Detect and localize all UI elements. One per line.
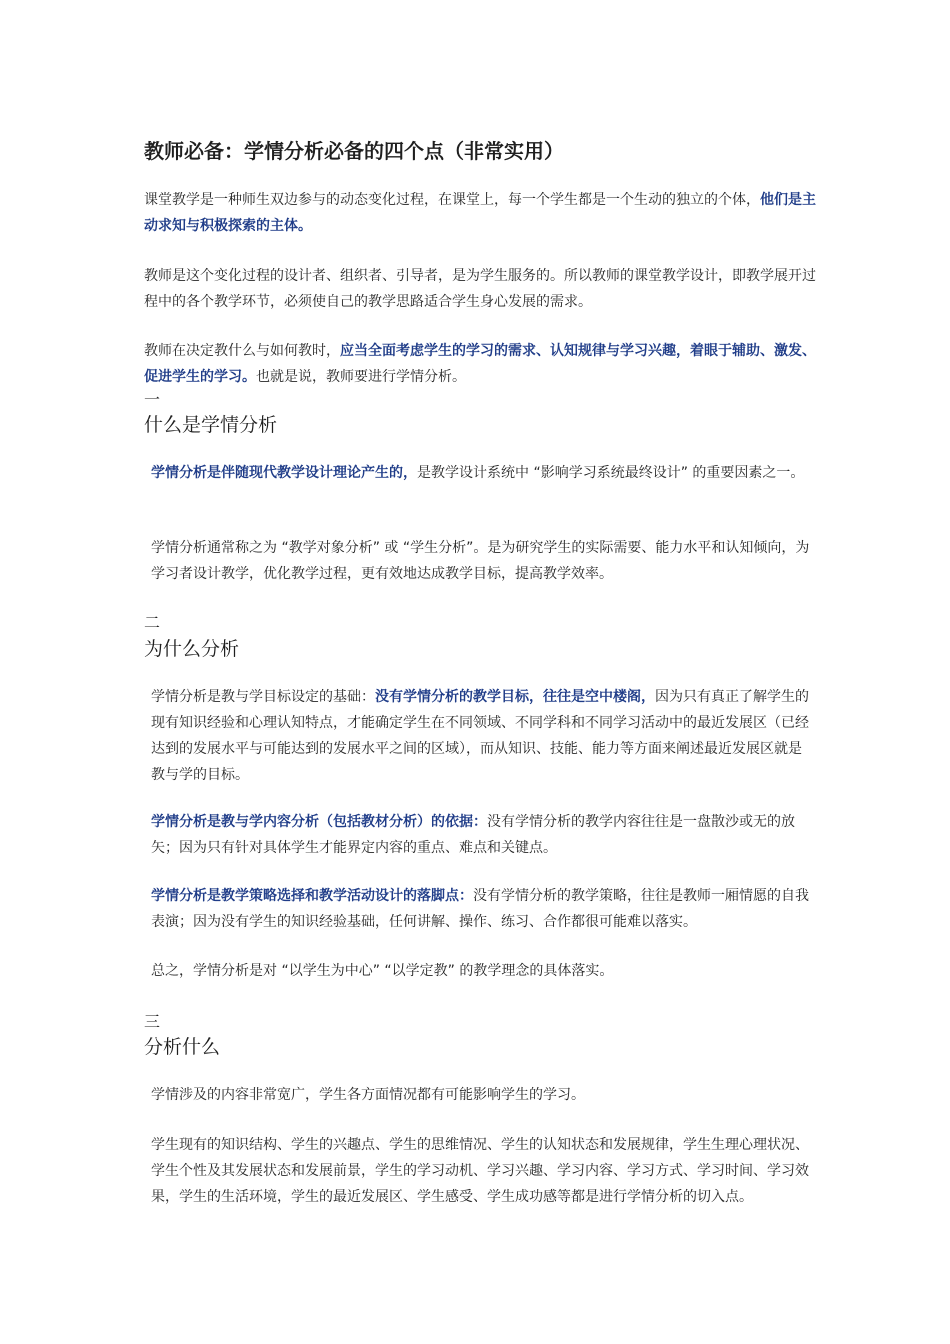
intro-paragraph-3 [144,338,816,390]
intro-p3-text-a: 教师在决定教什么与如何教时， [144,343,340,359]
section-2-p1-text-b: 因为只有真正了解学生的现有知识经验和心理认知特点，才能确定学生在不同领域、不同学科和不同学习活动中的最近发展区（已经达到的发展水平与可能达到的发展水平之间的区域），而从知识、技能、能力等方面来阐述最近发展区就是教与学的目标。 [151,689,809,783]
section-3-heading: 分析什么 [144,1036,221,1058]
section-3-paragraph-1: 学情涉及的内容非常宽广，学生各方面情况都有可能影响学生的学习。 [151,1087,585,1103]
intro-p1-text: 课堂教学是一种师生双边参与的动态变化过程，在课堂上，每一个学生都是一个生动的独立的个体， [144,192,760,208]
section-1-p1-text: 是教学设计系统中 “影响学习系统最终设计” 的重要因素之一。 [417,465,805,481]
section-1-heading: 什么是学情分析 [144,414,278,436]
intro-p3-emphasis: 应当全面考虑学生的学习的需求、认知规律与学习兴趣，着眼于辅助、激发、促进学生的学习。 [144,343,816,385]
intro-p1-emphasis: 他们是主动求知与积极探索的主体。 [144,192,816,234]
section-2-p1-text-a: 学情分析是教与学目标设定的基础： [151,689,375,705]
page-title: 教师必备：学情分析必备的四个点（非常实用） [144,139,564,163]
section-2-paragraph-2 [151,809,813,861]
section-1-paragraph-1 [151,460,813,486]
section-1-number: 一 [144,390,161,409]
intro-paragraph-1 [144,187,816,239]
section-2-p3-emphasis: 学情分析是教学策略选择和教学活动设计的落脚点： [151,888,473,904]
section-1-p1-emphasis: 学情分析是伴随现代教学设计理论产生的， [151,465,417,481]
section-3-paragraph-2: 学生现有的知识结构、学生的兴趣点、学生的思维情况、学生的认知状态和发展规律，学生生理心理状况、学生个性及其发展状态和发展前景，学生的学习动机、学习兴趣、学习内容、学习方式、学习时间、学习效果，学生的生活环境，学生的最近发展区、学生感受、学生成功感等都是进行学情分析的切入点。 [151,1137,809,1205]
section-2-paragraph-4: 总之，学情分析是对 “以学生为中心” “以学定教” 的教学理念的具体落实。 [151,963,614,979]
section-2-p2-emphasis: 学情分析是教与学内容分析（包括教材分析）的依据： [151,814,487,830]
section-2-p1-emphasis: 没有学情分析的教学目标，往往是空中楼阁， [375,689,655,705]
intro-paragraph-2: 教师是这个变化过程的设计者、组织者、引导者，是为学生服务的。所以教师的课堂教学设计，即教学展开过程中的各个教学环节，必须使自己的教学思路适合学生身心发展的需求。 [144,268,816,310]
section-1-paragraph-2: 学情分析通常称之为 “教学对象分析” 或 “学生分析”。是为研究学生的实际需要、能力水平和认知倾向，为学习者设计教学，优化教学过程，更有效地达成教学目标，提高教学效率。 [151,540,810,582]
section-2-number: 二 [144,613,161,632]
intro-p3-text-b: 也就是说，教师要进行学情分析。 [256,369,466,385]
section-2-paragraph-1 [151,684,813,788]
section-2-p3-text: 没有学情分析的教学策略，往往是教师一厢情愿的自我表演；因为没有学生的知识经验基础，任何讲解、操作、练习、合作都很可能难以落实。 [151,888,809,930]
section-2-heading: 为什么分析 [144,638,240,660]
section-2-p2-text: 没有学情分析的教学内容往往是一盘散沙或无的放矢；因为只有针对具体学生才能界定内容的重点、难点和关键点。 [151,814,795,856]
section-2-paragraph-3 [151,883,813,935]
section-3-number: 三 [144,1012,161,1031]
